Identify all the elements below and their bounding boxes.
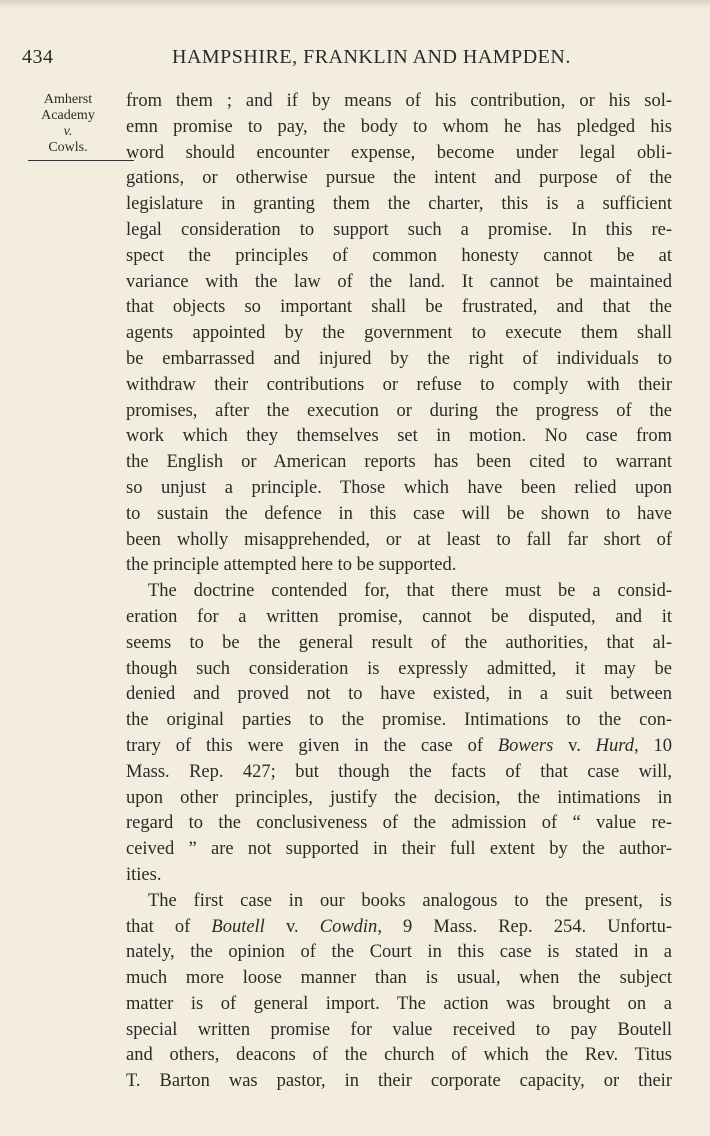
page-top-edge: [0, 0, 710, 8]
text-line: agents appointed by the government to execute them shall: [126, 323, 672, 344]
margin-note: [26, 92, 110, 161]
page-number: 434: [22, 46, 54, 68]
text-line: ceived ” are not supported in their full extent by the author-: [126, 839, 672, 860]
text-line: legislature in granting them the charter, this is a sufficient: [126, 194, 672, 215]
body-text: [126, 89, 672, 1095]
text-line: withdraw their contributions or refuse to comply with their: [126, 374, 672, 395]
text-line: The first case in our books analogous to the present, is: [148, 890, 672, 911]
text-run: that of: [126, 916, 212, 937]
text-line: ities.: [126, 864, 162, 885]
text-line: to sustain the defence in this case will be shown to have: [126, 503, 672, 524]
case-name: Bowers: [497, 735, 554, 756]
text-line: emn promise to pay, the body to whom he has pledged his: [126, 116, 672, 137]
text-line: T. Barton was pastor, in their corporate capacity, or their: [126, 1071, 672, 1092]
text-line: so unjust a principle. Those which have been relied upon: [126, 477, 672, 498]
text-line: variance with the law of the land. It cannot be maintained: [126, 271, 672, 292]
text-line: word should encounter expense, become under legal obli-: [126, 142, 672, 163]
text-line: from them ; and if by means of his contribution, or his sol-: [126, 91, 672, 111]
text-run: v.: [264, 916, 320, 937]
running-title: HAMPSHIRE, FRANKLIN AND HAMPDEN.: [172, 46, 571, 68]
margin-note-line: Cowls.: [48, 140, 88, 155]
text-line: spect the principles of common honesty cannot be at: [126, 245, 672, 266]
text-line: promises, after the execution or during the progress of the: [126, 400, 672, 421]
text-line: the principle attempted here to be supported.: [126, 555, 457, 576]
text-line: and others, deacons of the church of which the Rev. Titus: [126, 1045, 672, 1066]
text-line: much more loose manner than is usual, when the subject: [126, 968, 672, 989]
text-line: seems to be the general result of the authorities, that al-: [126, 632, 672, 653]
text-line: gations, or otherwise pursue the intent and purpose of the: [126, 168, 672, 189]
text-line: upon other principles, justify the decision, the intimations in: [126, 787, 672, 808]
text-line: that objects so important shall be frustrated, and that the: [126, 297, 672, 318]
text-line: Mass. Rep. 427; but though the facts of that case will,: [126, 761, 672, 782]
text-line: special written promise for value received to pay Boutell: [126, 1019, 672, 1040]
text-run: v.: [553, 735, 596, 756]
text-line: matter is of general import. The action was brought on a: [126, 993, 672, 1014]
text-line: [126, 734, 672, 760]
text-line: regard to the conclusiveness of the admission of “ value re-: [126, 813, 672, 834]
text-line: the original parties to the promise. Intimations to the con-: [126, 710, 672, 731]
text-line: The doctrine contended for, that there must be a consid-: [148, 581, 672, 602]
text-line: be embarrassed and injured by the right of individuals to: [126, 348, 672, 369]
margin-note-rule: [28, 160, 134, 161]
text-line: work which they themselves set in motion. No case from: [126, 426, 672, 447]
text-line: [126, 915, 672, 941]
text-line: been wholly misapprehended, or at least to fall far short of: [126, 529, 672, 550]
case-name: Hurd: [595, 735, 635, 756]
margin-note-line: Amherst: [43, 92, 93, 107]
text-run: , 9 Mass. Rep. 254. Unfortu-: [377, 916, 672, 937]
text-line: legal consideration to support such a promise. In this re-: [126, 219, 672, 240]
case-name: Boutell: [211, 916, 265, 937]
margin-note-line: v.: [63, 124, 73, 139]
margin-note-line: Academy: [41, 108, 95, 123]
text-line: denied and proved not to have existed, in a suit between: [126, 684, 672, 705]
text-line: nately, the opinion of the Court in this case is stated in a: [126, 942, 672, 963]
text-line: though such consideration is expressly admitted, it may be: [126, 658, 672, 679]
text-line: eration for a written promise, cannot be disputed, and it: [126, 606, 672, 627]
text-run: trary of this were given in the case of: [126, 735, 498, 756]
text-run: , 10: [634, 735, 673, 756]
case-name: Cowdin: [319, 916, 378, 937]
text-line: the English or American reports has been cited to warrant: [126, 452, 672, 473]
